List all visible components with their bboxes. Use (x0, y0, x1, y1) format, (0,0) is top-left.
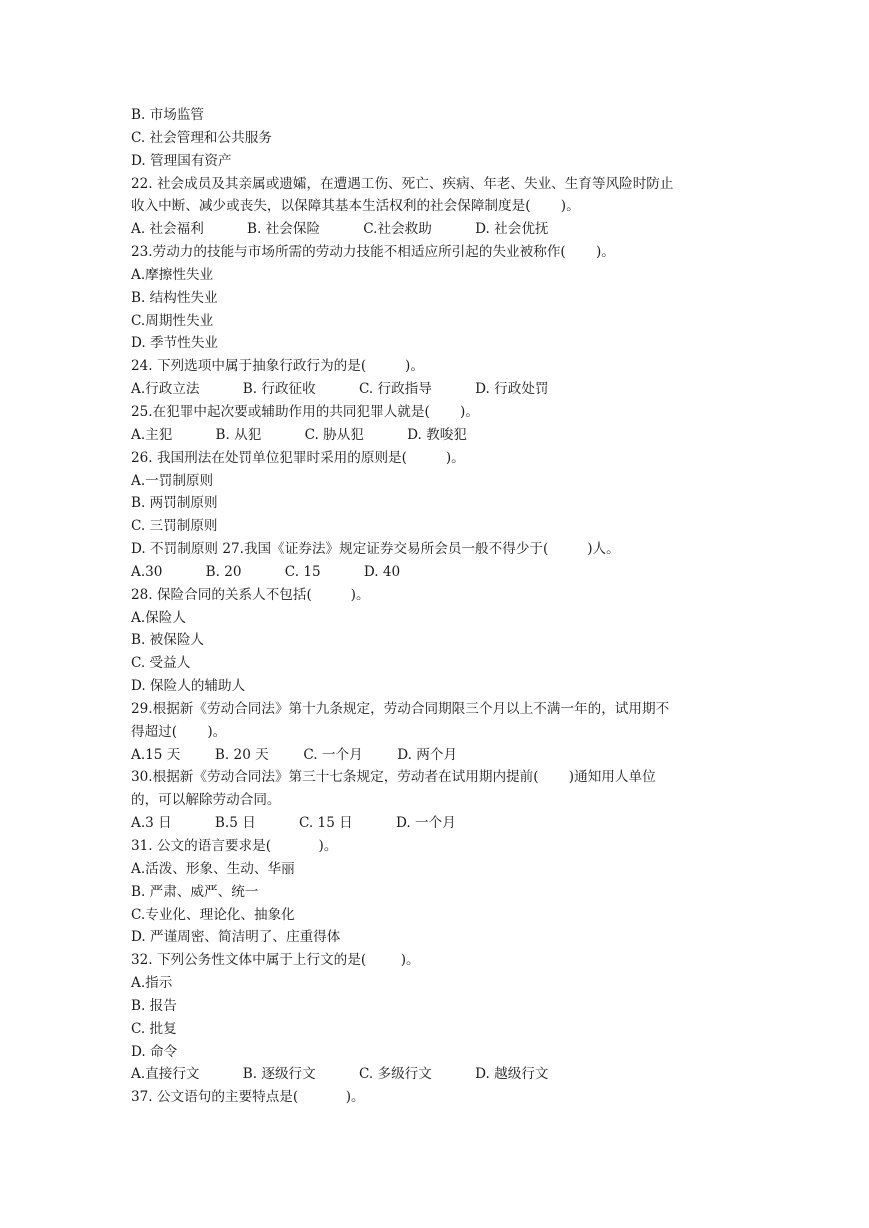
option-d: D. 严谨周密、简洁明了、庄重得体 (131, 929, 341, 946)
question-24: 24. 下列选项中属于抽象行政行为的是( )。 (131, 358, 424, 375)
option-d: D. 季节性失业 (131, 335, 219, 352)
question-28: 28. 保险合同的关系人不包括( )。 (131, 586, 370, 603)
text-line: B. 市场监管 (131, 107, 205, 123)
option-a: A.指示 (131, 975, 173, 992)
question-29-line-2: 得超过( )。 (131, 723, 227, 740)
question-31: 31. 公文的语言要求是( )。 (131, 838, 338, 854)
option-c: C.专业化、理论化、抽象化 (131, 906, 295, 923)
option-b: B. 两罚制原则 (131, 495, 218, 512)
option-d: D. 保险人的辅助人 (131, 678, 246, 695)
option-b: B. 结构性失业 (131, 289, 218, 306)
question-29-line-1: 29.根据新《劳动合同法》第十九条规定，劳动合同期限三个月以上不满一年的，试用期不 (131, 700, 670, 717)
question-23: 23.劳动力的技能与市场所需的劳动力技能不相适应所引起的失业被称作( )。 (131, 244, 615, 261)
option-c: C. 受益人 (131, 655, 191, 672)
option-d-and-question-27: D. 不罚制原则 27.我国《证券法》规定证券交易所会员一般不得少于( )人。 (131, 541, 620, 558)
question-25: 25.在犯罪中起次要或辅助作用的共同犯罪人就是( )。 (131, 403, 479, 420)
question-22-options: A. 社会福利 B. 社会保险 C.社会救助 D. 社会优抚 (131, 221, 549, 238)
question-30-line-1: 30.根据新《劳动合同法》第三十七条规定，劳动者在试用期内提前( )通知用人单位 (131, 769, 656, 786)
option-a: A.保险人 (131, 609, 186, 626)
question-37: 37. 公文语句的主要特点是( )。 (131, 1089, 365, 1106)
question-22-line-1: 22. 社会成员及其亲属或遗孀，在遭遇工伤、死亡、疾病、年老、失业、生育等风险时防止 (131, 175, 674, 192)
question-29-options: A.15 天 B. 20 天 C. 一个月 D. 两个月 (131, 746, 458, 763)
options-row: A.直接行文 B. 逐级行文 C. 多级行文 D. 越级行文 (131, 1066, 549, 1083)
text-line: C. 社会管理和公共服务 (131, 129, 272, 146)
question-27-options: A.30 B. 20 C. 15 D. 40 (131, 563, 401, 580)
option-c: C. 批复 (131, 1020, 177, 1037)
option-c: C.周期性失业 (131, 312, 214, 329)
question-30-line-2: 的，可以解除劳动合同。 (131, 792, 281, 809)
question-26: 26. 我国刑法在处罚单位犯罪时采用的原则是( )。 (131, 449, 465, 466)
question-30-options: A.3 日 B.5 日 C. 15 日 D. 一个月 (131, 815, 456, 832)
question-25-options: A.主犯 B. 从犯 C. 胁从犯 D. 教唆犯 (131, 426, 467, 443)
question-32: 32. 下列公务性文体中属于上行文的是( )。 (131, 952, 420, 969)
document-page (131, 104, 743, 1109)
option-a: A.一罚制原则 (131, 472, 214, 489)
option-b: B. 被保险人 (131, 632, 205, 649)
text-line: D. 管理国有资产 (131, 152, 232, 169)
question-22-line-2: 收入中断、减少或丧失，以保障其基本生活权利的社会保障制度是( )。 (131, 198, 580, 215)
option-b: B. 严肃、威严、统一 (131, 883, 259, 900)
option-a: A.摩擦性失业 (131, 266, 214, 283)
option-b: B. 报告 (131, 997, 177, 1014)
option-a: A.活泼、形象、生动、华丽 (131, 860, 295, 877)
option-d: D. 命令 (131, 1043, 178, 1060)
question-24-options: A.行政立法 B. 行政征收 C. 行政指导 D. 行政处罚 (131, 381, 549, 398)
option-c: C. 三罚制原则 (131, 518, 218, 535)
